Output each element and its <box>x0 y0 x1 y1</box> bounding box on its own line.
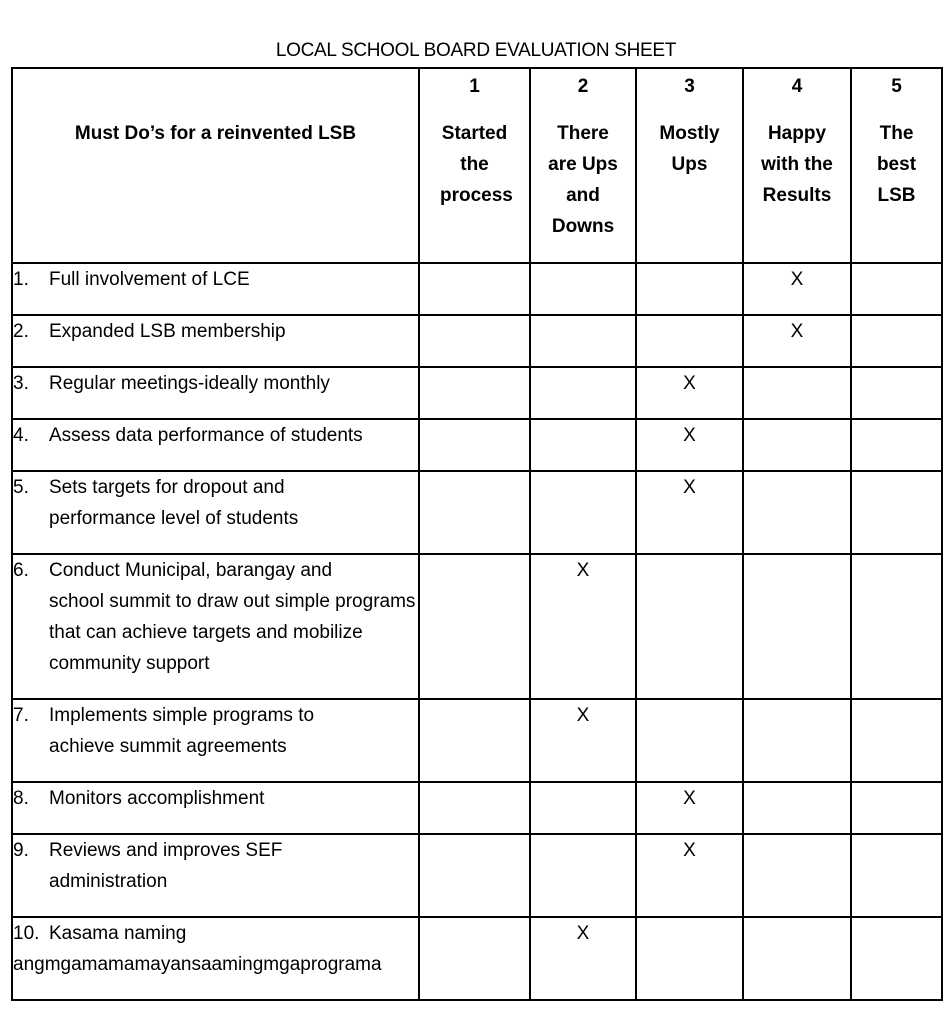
rating-cell <box>851 419 942 471</box>
item-number: 5. <box>13 477 29 498</box>
rating-cell <box>851 554 942 699</box>
table-row <box>12 263 942 315</box>
item-text: Full involvement of LCE <box>49 269 250 290</box>
evaluation-table <box>11 67 943 1001</box>
rating-cell <box>419 554 530 699</box>
rating-cell: X <box>636 419 743 471</box>
rating-cell <box>743 782 851 834</box>
table-row <box>12 917 942 1000</box>
rating-cell <box>530 471 636 554</box>
rating-cell <box>851 782 942 834</box>
item-number: 9. <box>13 840 29 861</box>
item-number: 3. <box>13 373 29 394</box>
item-number: 2. <box>13 321 29 342</box>
item-text: Sets targets for dropout and <box>49 477 285 498</box>
must-do-item <box>12 782 419 834</box>
rating-label: The best LSB <box>876 123 917 206</box>
rating-cell <box>530 263 636 315</box>
rating-cell <box>743 471 851 554</box>
item-text: Conduct Municipal, barangay and <box>49 560 333 581</box>
item-number: 8. <box>13 788 29 809</box>
rating-number: 3 <box>684 76 695 97</box>
must-do-item <box>12 315 419 367</box>
rating-cell <box>743 367 851 419</box>
item-text-continued: achieve summit agreements <box>49 736 287 757</box>
must-do-item <box>12 554 419 699</box>
item-text-continued: school summit to draw out simple programs that can achieve targets and mobilize community support <box>49 591 416 674</box>
item-text: Monitors accomplishment <box>49 788 265 809</box>
rating-cell <box>743 419 851 471</box>
must-do-header <box>12 68 419 263</box>
rating-cell <box>851 699 942 782</box>
rating-cell <box>743 554 851 699</box>
rating-cell: X <box>530 917 636 1000</box>
table-row <box>12 315 942 367</box>
rating-cell <box>851 834 942 917</box>
rating-cell <box>851 367 942 419</box>
rating-cell <box>419 419 530 471</box>
item-text-continued: angmgamamamayansaamingmgaprograma <box>13 954 382 975</box>
rating-label: Started the process <box>440 123 513 206</box>
item-text: Assess data performance of students <box>49 425 363 446</box>
table-row <box>12 419 942 471</box>
rating-label: There are Ups and Downs <box>548 123 618 237</box>
item-number: 10. <box>13 923 40 944</box>
rating-number: 1 <box>469 76 480 97</box>
rating-cell <box>743 834 851 917</box>
item-number: 7. <box>13 705 29 726</box>
rating-cell <box>530 419 636 471</box>
must-do-item <box>12 263 419 315</box>
rating-cell <box>530 367 636 419</box>
rating-cell <box>419 699 530 782</box>
must-do-header-label: Must Do’s for a reinvented LSB <box>74 123 357 144</box>
sheet-title: LOCAL SCHOOL BOARD EVALUATION SHEET <box>275 40 677 61</box>
rating-cell <box>419 367 530 419</box>
rating-cell: X <box>636 834 743 917</box>
rating-cell <box>851 917 942 1000</box>
table-row <box>12 699 942 782</box>
rating-header-4 <box>743 68 851 263</box>
rating-cell <box>851 315 942 367</box>
rating-cell <box>743 699 851 782</box>
rating-cell <box>636 315 743 367</box>
rating-cell <box>530 782 636 834</box>
must-do-item <box>12 834 419 917</box>
rating-cell <box>419 315 530 367</box>
rating-cell <box>743 917 851 1000</box>
rating-cell <box>530 315 636 367</box>
table-row <box>12 782 942 834</box>
rating-number: 5 <box>891 76 902 97</box>
rating-header-1 <box>419 68 530 263</box>
rating-cell <box>419 471 530 554</box>
rating-cell <box>636 554 743 699</box>
rating-cell <box>636 699 743 782</box>
rating-label: Mostly Ups <box>659 123 720 175</box>
item-number: 1. <box>13 269 29 290</box>
rating-cell: X <box>636 367 743 419</box>
item-text: Expanded LSB membership <box>49 321 286 342</box>
must-do-item <box>12 699 419 782</box>
item-text: Implements simple programs to <box>49 705 315 726</box>
item-text-continued: administration <box>49 871 168 892</box>
must-do-item <box>12 419 419 471</box>
rating-cell: X <box>530 699 636 782</box>
rating-cell <box>419 917 530 1000</box>
rating-cell <box>851 263 942 315</box>
table-row <box>12 834 942 917</box>
rating-cell: X <box>636 782 743 834</box>
rating-label: Happy with the Results <box>761 123 833 206</box>
rating-cell <box>419 782 530 834</box>
item-number: 4. <box>13 425 29 446</box>
rating-cell: X <box>636 471 743 554</box>
rating-cell: X <box>743 263 851 315</box>
rating-header-3 <box>636 68 743 263</box>
must-do-item <box>12 917 419 1000</box>
header-row <box>12 68 942 263</box>
rating-cell: X <box>530 554 636 699</box>
rating-cell <box>530 834 636 917</box>
rating-cell <box>636 263 743 315</box>
table-row <box>12 367 942 419</box>
must-do-item <box>12 367 419 419</box>
item-number: 6. <box>13 560 29 581</box>
item-text: Kasama naming <box>49 923 187 944</box>
rating-number: 4 <box>791 76 803 97</box>
table-row <box>12 554 942 699</box>
rating-header-5 <box>851 68 942 263</box>
rating-header-2 <box>530 68 636 263</box>
must-do-item <box>12 471 419 554</box>
rating-cell <box>851 471 942 554</box>
rating-cell <box>636 917 743 1000</box>
item-text-continued: performance level of students <box>49 508 299 529</box>
item-text: Reviews and improves SEF <box>49 840 283 861</box>
rating-cell: X <box>743 315 851 367</box>
table-row <box>12 471 942 554</box>
rating-cell <box>419 263 530 315</box>
rating-cell <box>419 834 530 917</box>
rating-number: 2 <box>577 76 589 97</box>
item-text: Regular meetings-ideally monthly <box>49 373 330 394</box>
